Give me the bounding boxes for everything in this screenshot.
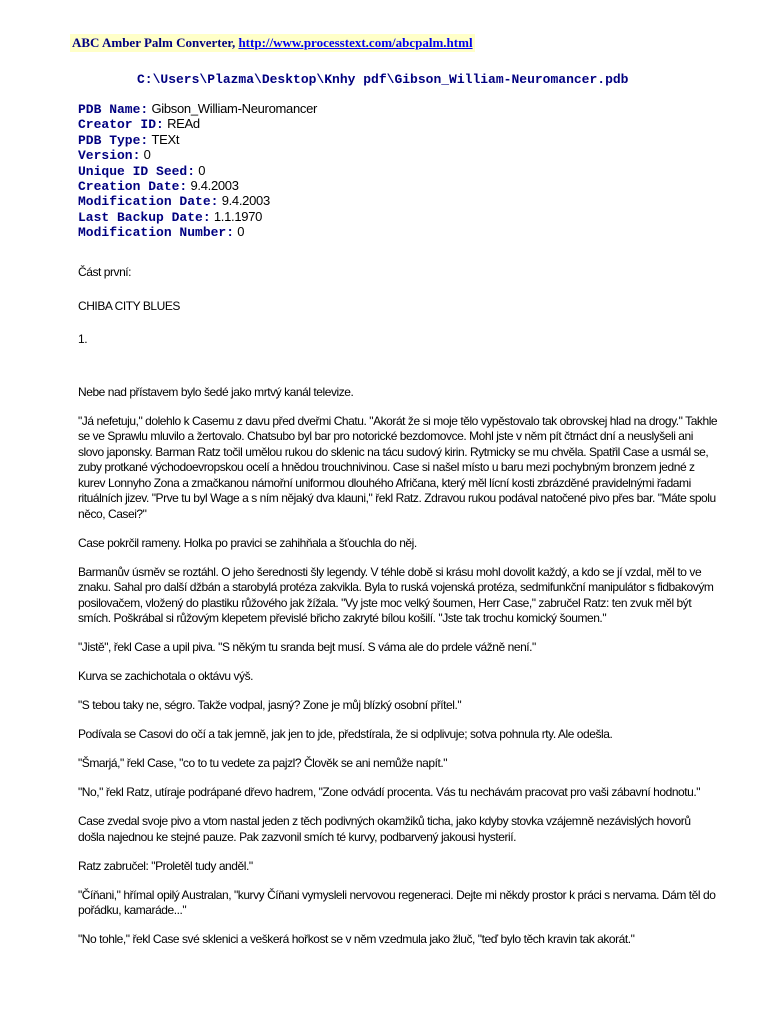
metadata-value: REAd bbox=[167, 116, 200, 132]
metadata-value: 9.4.2003 bbox=[190, 177, 239, 193]
paragraph: "Šmarjá," řekl Case, "co to tu vedete za pajzl? Člověk se ani nemůže napít." bbox=[78, 756, 448, 770]
metadata-row-version bbox=[78, 147, 317, 162]
converter-link[interactable]: http://www.processtext.com/abcpalm.html bbox=[238, 35, 473, 50]
paragraph: Kurva se zachichotala o oktávu výš. bbox=[78, 669, 254, 683]
paragraph: "No tohle," řekl Case své sklenici a veškerá hořkost se v něm vzedmula jako žluč, "teď bylo těch kravin tak akorát." bbox=[78, 932, 635, 946]
metadata-value: 0 bbox=[237, 224, 245, 240]
paragraph: Case pokrčil rameny. Holka po pravici se zahihňala a šťouchla do něj. bbox=[78, 535, 417, 550]
metadata-value: Gibson_William-Neuromancer bbox=[151, 101, 318, 116]
metadata-label: Creation Date: bbox=[78, 178, 188, 194]
metadata-value: 0 bbox=[143, 147, 151, 163]
paragraph: Podívala se Casovi do očí a tak jemně, jak jen to jde, předstírala, že si odplivuje; sotva pohnula rty. Ale odešla. bbox=[78, 727, 613, 741]
metadata-label: Modification Date: bbox=[78, 194, 219, 210]
metadata-row-pdb-name bbox=[78, 101, 317, 116]
pdb-metadata bbox=[78, 101, 317, 240]
paragraph: "Já nefetuju," dolehlo k Casemu z davu před dveřmi Chatu. "Akorát že si moje tělo vypěstovalo tak obrovskej hlad na drogy." Takhle se ve Sprawlu mluvilo a žertovalo. Chatsubo byl bar pro notorické bezdomovce. Mohl jste v něm pít čtrnáct dní a neuslyšeli ani slovo japonsky. Barman Ratz točil umělou rukou do sklenic na tácu sudový kirin. Rytmicky se mu chvěla. Spatřil Case a usmál se, zuby protkané východoevropskou ocelí a hnědou trouchnivinou. Case si našel místo u baru mezi pochybným bronzem jedné z kurev Lonnyho Zona a zmačkanou námořní uniformou dlouhého Afričana, který měl lícní kosti zbrázděné pravidelnými řadami rituálních jizev. "Prve tu byl Wage a s ním nějaký dva klauni," řekl Ratz. Zdravou rukou podával natočené pivo přes bar. "Máte spolu něco, Casei?" bbox=[78, 413, 718, 521]
metadata-label: Modification Number: bbox=[78, 225, 235, 241]
metadata-value: 0 bbox=[198, 162, 206, 178]
metadata-row-creation-date bbox=[78, 178, 317, 193]
chapter-number: 1. bbox=[78, 332, 88, 346]
metadata-value: 9.4.2003 bbox=[221, 193, 270, 209]
part-heading: Část první: bbox=[78, 265, 132, 279]
metadata-label: PDB Type: bbox=[78, 132, 149, 148]
metadata-row-unique-id-seed bbox=[78, 163, 317, 178]
metadata-value: TEXt bbox=[151, 131, 180, 147]
metadata-label: Unique ID Seed: bbox=[78, 163, 196, 179]
metadata-row-modification-number bbox=[78, 224, 317, 239]
paragraph: Nebe nad přístavem bylo šedé jako mrtvý kanál televize. bbox=[78, 384, 354, 399]
book-text bbox=[78, 265, 718, 961]
converter-banner bbox=[70, 34, 475, 52]
paragraph: Barmanův úsměv se roztáhl. O jeho šerednosti šly legendy. V téhle době si krásu mohl dovolit každý, a kdo se jí vzdal, měl to ve znaku. Sahal pro další džbán a starobylá protéza zakvikla. Byla to ruská vojenská protéza, sedmifunkční manipulátor s fidbakovým posilovačem, vložený do plastiku růžového jak žížala. "Vy jste moc velký šoumen, Herr Case," zabručel Ratz: ten zvuk měl být smích. Poškrábal si růžovým klepetem převislé břicho zakryté bílou košilí. "Jste tak trochu komický šoumen." bbox=[78, 564, 714, 625]
metadata-label: Last Backup Date: bbox=[78, 209, 211, 225]
metadata-label: PDB Name: bbox=[78, 102, 149, 117]
paragraph: "No," řekl Ratz, utíraje podrápané dřevo hadrem, "Zone odvádí procenta. Vás tu nechávám pracovat pro vaši zábavní hodnotu." bbox=[78, 785, 701, 799]
metadata-row-creator-id bbox=[78, 116, 317, 131]
paragraph: Case zvedal svoje pivo a vtom nastal jeden z těch podivných okamžiků ticha, jako kdyby stovka vzájemně nezávislých hovorů došla najednou ke stejné pauze. Pak zazvonil smích té kurvy, podbarvený jakousi hysterií. bbox=[78, 814, 691, 844]
paragraph: "Číňani," hřímal opilý Australan, "kurvy Číňani vymysleli nervovou regeneraci. Dejte mi někdy prostor k práci s nervama. Dám těl do pořádku, kamaráde..." bbox=[78, 887, 716, 917]
file-path: C:\Users\Plazma\Desktop\Knhy pdf\Gibson_William-Neuromancer.pdb bbox=[137, 72, 629, 87]
metadata-label: Version: bbox=[78, 148, 141, 164]
paragraph: Ratz zabručel: "Proletěl tudy anděl." bbox=[78, 858, 253, 873]
paragraph: "Jistě", řekl Case a upil piva. "S někým tu sranda bejt musí. S váma ale do prdele vážně není." bbox=[78, 640, 536, 654]
paragraph: "S tebou taky ne, ségro. Takže vodpal, jasný? Zone je můj blízký osobní přítel." bbox=[78, 698, 462, 712]
chapter-title: CHIBA CITY BLUES bbox=[78, 298, 180, 313]
banner-label: ABC Amber Palm Converter, bbox=[72, 35, 236, 50]
metadata-row-pdb-type bbox=[78, 132, 317, 147]
metadata-row-modification-date bbox=[78, 193, 317, 208]
metadata-value: 1.1.1970 bbox=[213, 208, 263, 224]
metadata-row-last-backup-date bbox=[78, 209, 317, 224]
metadata-label: Creator ID: bbox=[78, 117, 164, 133]
